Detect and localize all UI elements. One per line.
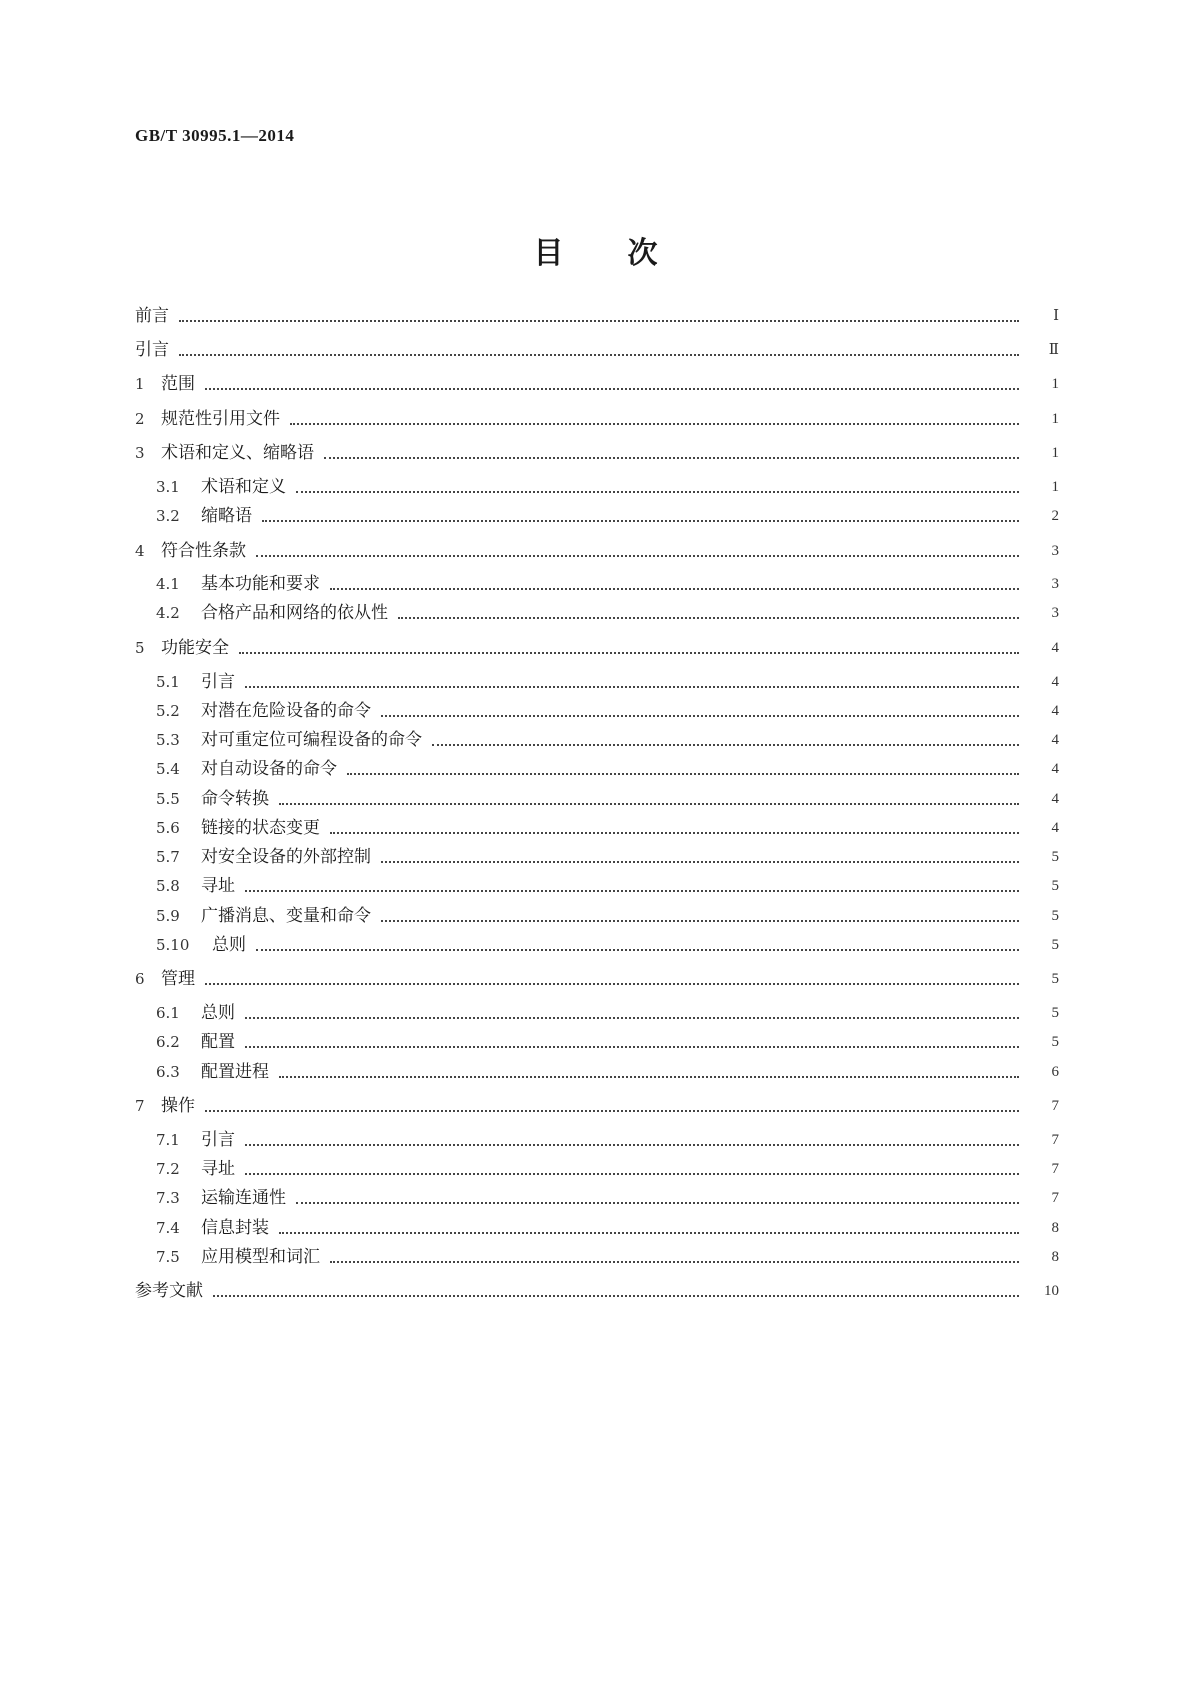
toc-entry-number: 5.6 — [156, 819, 180, 837]
toc-entry-number: 7.2 — [156, 1160, 180, 1178]
toc-entry[interactable] — [0, 810, 1191, 838]
toc-entry-label: 术语和定义 — [201, 477, 286, 497]
toc-entry-number: 5.10 — [156, 936, 190, 954]
toc-entry-number: 7.5 — [156, 1248, 180, 1266]
toc-entry[interactable] — [0, 401, 1191, 429]
toc-entry[interactable] — [0, 366, 1191, 394]
toc-entry-number: 6 — [135, 970, 145, 988]
toc-entry-page: 1 — [1051, 445, 1059, 461]
dot-leader — [213, 1295, 1019, 1297]
standard-code: GB/T 30995.1—2014 — [135, 126, 295, 145]
dot-leader — [330, 832, 1019, 834]
dot-leader — [179, 354, 1019, 356]
toc-entry-page: Ⅱ — [1048, 342, 1059, 358]
toc-entry-label: 参考文献 — [135, 1281, 203, 1301]
dot-leader — [205, 1110, 1019, 1112]
toc-entry-label: 合格产品和网络的依从性 — [201, 603, 388, 623]
toc-entry-label: 规范性引用文件 — [161, 409, 280, 429]
toc-entry-label: 管理 — [161, 969, 195, 989]
toc-entry-page: 7 — [1051, 1132, 1059, 1148]
toc-entry-page: 3 — [1051, 605, 1059, 621]
toc-entry-number: 4.2 — [156, 604, 180, 622]
dot-leader — [290, 423, 1019, 425]
toc-entry-label: 应用模型和词汇 — [201, 1247, 320, 1267]
toc-entry-page: 8 — [1051, 1220, 1059, 1236]
toc-entry-label: 功能安全 — [161, 638, 229, 658]
toc-entry[interactable] — [0, 1024, 1191, 1052]
toc-entry-label: 引言 — [201, 672, 235, 692]
dot-leader — [279, 803, 1019, 805]
dot-leader — [239, 652, 1019, 654]
dot-leader — [245, 1017, 1019, 1019]
toc-entry-label: 对可重定位可编程设备的命令 — [201, 730, 422, 750]
dot-leader — [179, 320, 1019, 322]
toc-entry-number: 1 — [135, 375, 145, 393]
toc-entry-label: 基本功能和要求 — [201, 574, 320, 594]
dot-leader — [205, 983, 1019, 985]
toc-entry-page: Ⅰ — [1053, 308, 1059, 324]
toc-entry[interactable] — [0, 693, 1191, 721]
toc-entry[interactable] — [0, 961, 1191, 989]
dot-leader — [381, 715, 1019, 717]
dot-leader — [296, 1202, 1019, 1204]
toc-entry-page: 5 — [1051, 937, 1059, 953]
dot-leader — [245, 1173, 1019, 1175]
toc-entry-label: 配置进程 — [201, 1062, 269, 1082]
toc-entry-number: 3.2 — [156, 507, 180, 525]
toc-entry-label: 运输连通性 — [201, 1188, 286, 1208]
toc-entry-label: 前言 — [135, 306, 169, 326]
toc-entry[interactable] — [0, 995, 1191, 1023]
dot-leader — [330, 588, 1019, 590]
toc-entry-label: 寻址 — [201, 876, 235, 896]
toc-entry-number: 5.9 — [156, 907, 180, 925]
toc-entry-label: 引言 — [135, 340, 169, 360]
toc-entry-page: 1 — [1051, 376, 1059, 392]
toc-entry-number: 3.1 — [156, 478, 180, 496]
page-title: 目次 — [533, 236, 722, 271]
dot-leader — [245, 686, 1019, 688]
toc-entry[interactable] — [0, 1122, 1191, 1150]
toc-entry[interactable] — [0, 533, 1191, 561]
toc-entry[interactable] — [0, 1054, 1191, 1082]
toc-entry-page: 3 — [1051, 543, 1059, 559]
toc-entry-page: 7 — [1051, 1161, 1059, 1177]
toc-entry-number: 5.5 — [156, 790, 180, 808]
toc-entry-label: 引言 — [201, 1130, 235, 1150]
toc-entry-number: 5.2 — [156, 702, 180, 720]
toc-entry-page: 4 — [1051, 703, 1059, 719]
toc-entry-page: 1 — [1051, 411, 1059, 427]
toc-entry-label: 操作 — [161, 1096, 195, 1116]
toc-entry-number: 7 — [135, 1097, 145, 1115]
toc-entry-label: 总则 — [201, 1003, 235, 1023]
toc-entry-page: 8 — [1051, 1249, 1059, 1265]
toc-entry[interactable] — [0, 781, 1191, 809]
toc-entry-label: 命令转换 — [201, 789, 269, 809]
dot-leader — [205, 388, 1019, 390]
toc-entry-number: 5.1 — [156, 673, 180, 691]
toc-entry-number: 6.1 — [156, 1004, 180, 1022]
toc-entry-number: 5.8 — [156, 877, 180, 895]
toc-entry-label: 范围 — [161, 374, 195, 394]
toc-entry-page: 7 — [1051, 1098, 1059, 1114]
dot-leader — [256, 949, 1019, 951]
dot-leader — [296, 491, 1019, 493]
toc-entry-label: 链接的状态变更 — [201, 818, 320, 838]
toc-entry-page: 4 — [1051, 820, 1059, 836]
toc-entry-page: 2 — [1051, 508, 1059, 524]
dot-leader — [245, 1144, 1019, 1146]
toc-entry[interactable] — [0, 722, 1191, 750]
toc-entry-number: 2 — [135, 410, 145, 428]
toc-entry-page: 4 — [1051, 640, 1059, 656]
toc-entry-label: 广播消息、变量和命令 — [201, 906, 371, 926]
toc-entry[interactable] — [0, 839, 1191, 867]
toc-entry[interactable] — [0, 298, 1191, 326]
toc-entry-label: 总则 — [212, 935, 246, 955]
toc-entry[interactable] — [0, 927, 1191, 955]
dot-leader — [279, 1076, 1019, 1078]
toc-entry-number: 5.4 — [156, 760, 180, 778]
toc-entry-label: 术语和定义、缩略语 — [161, 443, 314, 463]
toc-entry[interactable] — [0, 332, 1191, 360]
toc-entry[interactable] — [0, 664, 1191, 692]
toc-entry[interactable] — [0, 1151, 1191, 1179]
toc-entry[interactable] — [0, 1180, 1191, 1208]
dot-leader — [381, 920, 1019, 922]
toc-entry-number: 4.1 — [156, 575, 180, 593]
toc-entry[interactable] — [0, 1239, 1191, 1267]
toc-entry[interactable] — [0, 1088, 1191, 1116]
toc-entry-label: 对自动设备的命令 — [201, 759, 337, 779]
toc-entry[interactable] — [0, 595, 1191, 623]
toc-entry-label: 对安全设备的外部控制 — [201, 847, 371, 867]
dot-leader — [279, 1232, 1019, 1234]
toc-entry-page: 7 — [1051, 1190, 1059, 1206]
toc-entry-page: 4 — [1051, 761, 1059, 777]
dot-leader — [245, 1046, 1019, 1048]
toc-entry-page: 5 — [1051, 1005, 1059, 1021]
toc-entry-number: 4 — [135, 542, 145, 560]
toc-entry-number: 5.3 — [156, 731, 180, 749]
toc-entry[interactable] — [0, 630, 1191, 658]
toc-entry-number: 7.4 — [156, 1219, 180, 1237]
toc-entry[interactable] — [0, 1210, 1191, 1238]
toc-entry-page: 4 — [1051, 791, 1059, 807]
dot-leader — [381, 861, 1019, 863]
dot-leader — [330, 1261, 1019, 1263]
toc-entry-page: 5 — [1051, 1034, 1059, 1050]
toc-entry-number: 5 — [135, 639, 145, 657]
toc-entry-page: 4 — [1051, 674, 1059, 690]
toc-entry-number: 5.7 — [156, 848, 180, 866]
dot-leader — [347, 773, 1019, 775]
toc-entry-label: 配置 — [201, 1032, 235, 1052]
toc-entry-number: 7.3 — [156, 1189, 180, 1207]
toc-entry-page: 4 — [1051, 732, 1059, 748]
toc-entry-page: 5 — [1051, 908, 1059, 924]
toc-entry[interactable] — [0, 751, 1191, 779]
dot-leader — [432, 744, 1019, 746]
toc-entry-page: 5 — [1051, 849, 1059, 865]
dot-leader — [256, 555, 1019, 557]
toc-entry[interactable] — [0, 435, 1191, 463]
toc-entry-number: 3 — [135, 444, 145, 462]
toc-entry-number: 7.1 — [156, 1131, 180, 1149]
toc-entry-page: 5 — [1051, 971, 1059, 987]
toc-entry[interactable] — [0, 1273, 1191, 1301]
toc-entry-number: 6.3 — [156, 1063, 180, 1081]
dot-leader — [324, 457, 1019, 459]
toc-entry-label: 缩略语 — [201, 506, 252, 526]
toc-entry-label: 信息封装 — [201, 1218, 269, 1238]
toc-entry-page: 1 — [1051, 479, 1059, 495]
dot-leader — [245, 890, 1019, 892]
toc-entry-number: 6.2 — [156, 1033, 180, 1051]
toc-entry[interactable] — [0, 868, 1191, 896]
toc-entry[interactable] — [0, 469, 1191, 497]
toc-entry-page: 6 — [1051, 1064, 1059, 1080]
toc-entry-page: 3 — [1051, 576, 1059, 592]
toc-entry[interactable] — [0, 498, 1191, 526]
toc-entry-page: 10 — [1044, 1283, 1059, 1299]
toc-entry-label: 对潜在危险设备的命令 — [201, 701, 371, 721]
toc-entry[interactable] — [0, 898, 1191, 926]
toc-entry-page: 5 — [1051, 878, 1059, 894]
dot-leader — [398, 617, 1019, 619]
toc-entry-label: 符合性条款 — [161, 541, 246, 561]
toc-entry[interactable] — [0, 566, 1191, 594]
dot-leader — [262, 520, 1019, 522]
toc-entry-label: 寻址 — [201, 1159, 235, 1179]
